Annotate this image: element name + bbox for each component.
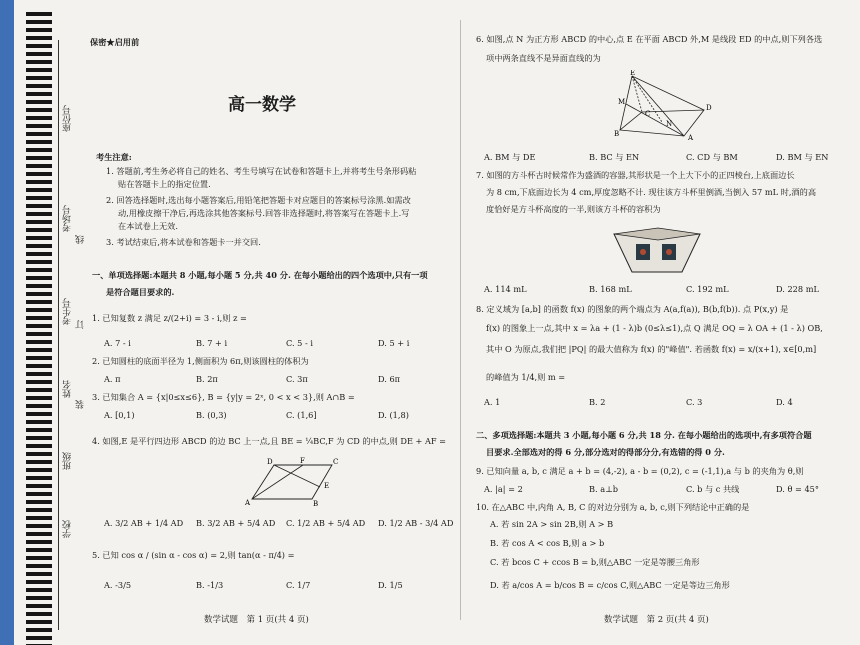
figure-square-cup <box>610 226 706 276</box>
binding-strip <box>14 0 86 645</box>
fig4-label-d: D <box>267 458 273 466</box>
fig6-label-m: M <box>618 98 626 106</box>
fig4-label-b: B <box>313 500 319 507</box>
question-9-option-b: B. a⊥b <box>589 484 619 494</box>
notice-line: 3. 考试结束后,将本试卷和答题卡一并交回. <box>106 237 261 247</box>
binding-label-id: 考生号 <box>63 298 73 325</box>
question-7-stem-cont: 为 8 cm,下底面边长为 4 cm,厚度忽略不计. 现往该方斗杯里倒酒,当倒入 57 mL 时,酒的高 <box>486 187 817 197</box>
question-6-stem-cont: 项中两条直线不是异面直线的为 <box>486 53 601 63</box>
question-3-stem: 3. 已知集合 A = {x|0≤x≤6}, B = {y|y = 2ˣ, 0 < x < 3},则 A∩B = <box>92 392 355 402</box>
page-divider <box>460 20 461 620</box>
binding-stripes <box>26 12 52 645</box>
question-5-stem: 5. 已知 cos α / (sin α - cos α) = 2,则 tan(α - π/4) = <box>92 550 295 560</box>
question-7-stem-cont: 度恰好是方斗杯高度的一半,则该方斗杯的容积为 <box>486 204 661 214</box>
page-title: 高一数学 <box>228 95 296 115</box>
question-5-option-c: C. 1/7 <box>286 580 311 590</box>
question-9-option-a: A. |a| = 2 <box>484 484 523 494</box>
question-5-option-b: B. -1/3 <box>196 580 224 590</box>
binding-line <box>58 40 59 630</box>
question-6-option-a: A. BM 与 DE <box>484 152 536 162</box>
binding-label-seat: 座位号 <box>63 105 73 132</box>
question-7-stem: 7. 如图的方斗杯古时候常作为盛酒的容器,其形状是一个上大下小的正四棱台,上底面边长 <box>476 170 795 180</box>
question-8-stem: 8. 定义域为 [a,b] 的函数 f(x) 的图象的两个端点为 A(a,f(a)), B(b,f(b)). 点 P(x,y) 是 <box>476 304 789 314</box>
secret-mark: 保密★启用前 <box>90 37 140 47</box>
question-4-option-d: D. 1/2 AB - 3/4 AD <box>378 518 454 528</box>
binding-mark-bind: 订 <box>76 320 86 329</box>
notice-line: 1. 答题前,考生务必将自己的姓名、考生号填写在试卷和答题卡上,并将考生号条形码粘 <box>106 166 417 176</box>
fig6-label-e: E <box>630 70 636 77</box>
question-10-option-a: A. 若 sin 2A > sin 2B,则 A > B <box>490 519 614 529</box>
exam-paper <box>14 0 860 645</box>
section1-heading: 一、单项选择题:本题共 8 小题,每小题 5 分,共 40 分. 在每小题给出的四个选项中,只有一项 <box>92 270 428 280</box>
footer-page-2: 数学试题 第 2 页(共 4 页) <box>604 615 709 625</box>
question-6-option-d: D. BM 与 EN <box>776 152 829 162</box>
question-4-option-b: B. 3/2 AB + 5/4 AD <box>196 518 276 528</box>
binding-label-school: 学校 <box>63 520 73 538</box>
notice-heading: 考生注意: <box>96 152 132 162</box>
figure-parallelogram <box>234 455 344 507</box>
question-1-option-c: C. 5 - i <box>286 338 313 348</box>
question-7-option-b: B. 168 mL <box>589 284 632 294</box>
fig4-label-f: F <box>300 457 305 465</box>
question-10-option-c: C. 若 bcos C + ccos B = b,则△ABC 一定是等腰三角形 <box>490 557 700 567</box>
binding-mark-staple: 装 <box>76 400 86 409</box>
figure-pyramid <box>612 70 712 146</box>
question-8-option-b: B. 2 <box>589 397 606 407</box>
fig6-label-a: A <box>688 134 694 142</box>
question-6-stem: 6. 如图,点 N 为正方形 ABCD 的中心,点 E 在平面 ABCD 外,M 是线段 ED 的中点,则下列各选 <box>476 34 823 44</box>
section2-heading-cont: 目要求.全部选对的得 6 分,部分选对的得部分分,有选错的得 0 分. <box>486 447 725 457</box>
question-2-option-b: B. 2π <box>196 374 218 384</box>
notice-line: 贴在答题卡上的指定位置. <box>118 179 211 189</box>
binding-label-name: 姓名 <box>63 380 73 398</box>
question-5-option-d: D. 1/5 <box>378 580 403 590</box>
fig4-label-a: A <box>245 499 251 507</box>
question-2-option-c: C. 3π <box>286 374 308 384</box>
notice-line: 2. 回答选择题时,选出每小题答案后,用铅笔把答题卡对应题目的答案标号涂黑.如需改 <box>106 195 411 205</box>
question-8-option-d: D. 4 <box>776 397 793 407</box>
question-4-stem: 4. 如图,E 是平行四边形 ABCD 的边 BC 上一点,且 BE = ¼BC,F 为 CD 的中点,则 DE + AF = <box>92 436 447 446</box>
question-5-option-a: A. -3/5 <box>104 580 132 590</box>
question-1-option-a: A. 7 - i <box>104 338 131 348</box>
question-1-option-b: B. 7 + i <box>196 338 228 348</box>
question-2-stem: 2. 已知圆柱的底面半径为 1,侧面积为 6π,则该圆柱的体积为 <box>92 356 309 366</box>
question-6-option-b: B. BC 与 EN <box>589 152 640 162</box>
question-4-option-c: C. 1/2 AB + 5/4 AD <box>286 518 366 528</box>
question-3-option-a: A. [0,1) <box>104 410 135 420</box>
question-8-option-a: A. 1 <box>484 397 501 407</box>
question-4-option-a: A. 3/2 AB + 1/4 AD <box>104 518 184 528</box>
footer-page-1: 数学试题 第 1 页(共 4 页) <box>204 615 309 625</box>
question-3-option-c: C. (1,6] <box>286 410 317 420</box>
notice-line: 在本试卷上无效. <box>118 221 178 231</box>
question-8-stem-cont: 的峰值为 1/4,则 m = <box>486 372 566 382</box>
question-6-option-c: C. CD 与 BM <box>686 152 738 162</box>
question-7-option-d: D. 228 mL <box>776 284 819 294</box>
section2-heading: 二、多项选择题:本题共 3 小题,每小题 6 分,共 18 分. 在每小题给出的选项中,有多项符合题 <box>476 430 812 440</box>
question-1-option-d: D. 5 + i <box>378 338 410 348</box>
question-7-option-a: A. 114 mL <box>484 284 527 294</box>
question-9-option-c: C. b 与 c 共线 <box>686 484 740 494</box>
fig6-label-d: D <box>706 104 712 112</box>
question-10-stem: 10. 在△ABC 中,内角 A, B, C 的对边分别为 a, b, c,则下列结论中正确的是 <box>476 502 750 512</box>
fig6-label-n: N <box>666 120 673 128</box>
question-9-option-d: D. θ = 45° <box>776 484 819 494</box>
fig6-label-c: C <box>645 110 651 118</box>
question-3-option-b: B. (0,3) <box>196 410 227 420</box>
question-3-option-d: D. (1,8) <box>378 410 409 420</box>
notice-line: 动,用橡皮擦干净后,再选涂其他答案标号.回答非选择题时,将答案写在答题卡上.写 <box>118 208 410 218</box>
question-8-stem-cont: 其中 O 为原点,我们把 |PQ| 的最大值称为 f(x) 的"峰值". 若函数 f(x) = x/(x+1), x∈[0,m] <box>486 344 817 354</box>
question-8-option-c: C. 3 <box>686 397 703 407</box>
question-9-stem: 9. 已知向量 a, b, c 满足 a + b = (4,-2), a - b = (0,2), c = (-1,1),a 与 b 的夹角为 θ,则 <box>476 466 804 476</box>
question-10-option-d: D. 若 a/cos A = b/cos B = c/cos C,则△ABC 一定是等边三角形 <box>490 580 730 590</box>
fig4-label-c: C <box>333 458 339 466</box>
section1-heading-cont: 是符合题目要求的. <box>106 287 175 297</box>
question-2-option-a: A. π <box>104 374 121 384</box>
fig6-label-b: B <box>614 130 620 138</box>
question-8-stem-cont: f(x) 的图象上一点,其中 x = λa + (1 - λ)b (0≤λ≤1),点 Q 满足 OQ = λ OA + (1 - λ) OB, <box>486 323 823 333</box>
binding-label-room: 考场号 <box>63 205 73 232</box>
fig4-label-e: E <box>324 482 330 490</box>
binding-label-class: 班级 <box>63 452 73 470</box>
question-2-option-d: D. 6π <box>378 374 401 384</box>
question-7-option-c: C. 192 mL <box>686 284 729 294</box>
question-10-option-b: B. 若 cos A < cos B,则 a > b <box>490 538 605 548</box>
binding-mark-line: 线 <box>76 235 86 244</box>
question-1-stem: 1. 已知复数 z 满足 z/(2+i) = 3 - i,则 z = <box>92 313 247 323</box>
